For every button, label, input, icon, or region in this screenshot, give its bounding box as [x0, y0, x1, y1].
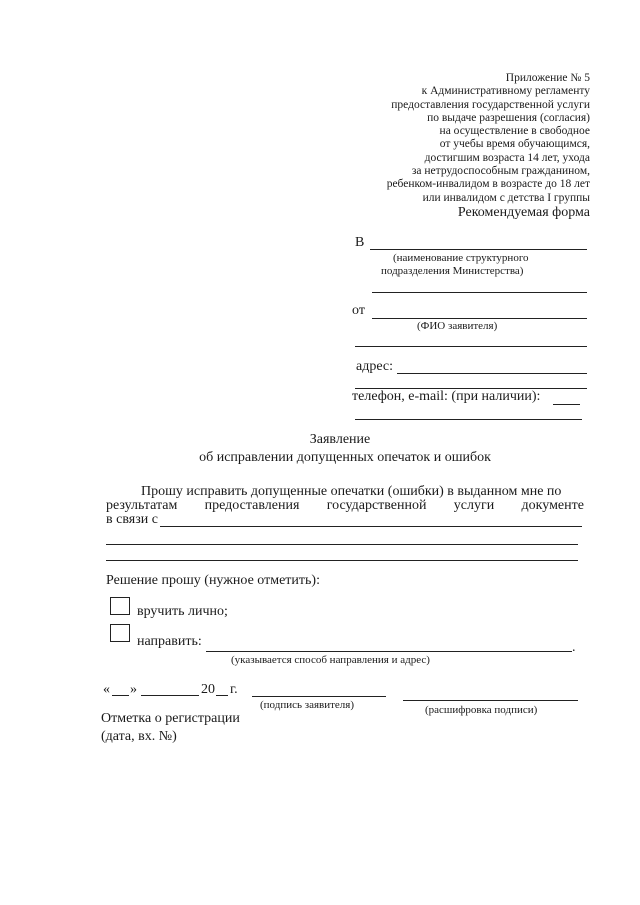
request-text-line-1: Прошу исправить допущенные опечатки (ошибки) в выданном мне по: [141, 484, 562, 499]
signature-decode-hint: (расшифровка подписи): [425, 704, 538, 716]
checkbox-send[interactable]: [110, 624, 130, 642]
phone-field-line[interactable]: [553, 404, 580, 405]
appendix-line: на осуществление в свободное: [439, 125, 590, 138]
send-line-end: .: [572, 640, 576, 655]
request-word: услуги: [453, 498, 495, 513]
appendix-line: Приложение № 5: [505, 72, 590, 84]
date-year-field[interactable]: [216, 695, 228, 696]
to-field-line-2[interactable]: [372, 292, 587, 293]
signature-hint: (подпись заявителя): [260, 699, 355, 711]
recommended-form-label: Рекомендуемая форма: [457, 205, 590, 220]
checkbox-in-person[interactable]: [110, 597, 130, 615]
date-close-quote: »: [130, 682, 137, 697]
appendix-line: или инвалидом с детства I группы: [422, 191, 590, 204]
date-open-quote: «: [103, 682, 110, 697]
request-word: результатам: [106, 498, 178, 513]
reason-field-line[interactable]: [160, 526, 582, 527]
appendix-line: предоставления государственной услуги: [391, 98, 590, 111]
address-field-line[interactable]: [397, 373, 587, 374]
request-text-line-2: [106, 498, 584, 514]
date-month-field[interactable]: [141, 695, 199, 696]
document-subtitle: об исправлении допущенных опечаток и ошибок: [199, 450, 491, 465]
from-field-line-2[interactable]: [355, 346, 587, 347]
signature-decode-field-line[interactable]: [403, 700, 578, 701]
request-word: документе: [521, 498, 584, 513]
appendix-line: ребенком-инвалидом в возрасте до 18 лет: [386, 178, 590, 191]
to-hint-1: (наименование структурного: [393, 252, 529, 264]
to-prefix: В: [355, 235, 365, 250]
date-day-field[interactable]: [112, 695, 129, 696]
signature-field-line[interactable]: [252, 696, 386, 697]
registration-date-label: (дата, вх. №): [101, 729, 177, 744]
date-year-suffix: г.: [230, 682, 238, 697]
reason-field-line-2[interactable]: [106, 544, 578, 545]
request-text-line-3: в связи с: [106, 512, 158, 527]
registration-mark-label: Отметка о регистрации: [101, 711, 240, 726]
appendix-line: по выдаче разрешения (согласия): [427, 111, 590, 124]
from-prefix: от: [352, 303, 365, 318]
address-label: адрес:: [356, 359, 394, 374]
reason-field-line-3[interactable]: [106, 560, 578, 561]
appendix-line: от учебы время обучающимся,: [439, 138, 590, 151]
appendix-line: достигшим возраста 14 лет, ухода: [424, 151, 590, 164]
phone-field-line-2[interactable]: [355, 419, 582, 420]
from-hint: (ФИО заявителя): [417, 320, 498, 332]
to-field-line[interactable]: [370, 249, 587, 250]
send-method-hint: (указывается способ направления и адрес): [231, 654, 430, 666]
option-send-label: направить:: [137, 634, 202, 649]
request-word: предоставления: [204, 498, 300, 513]
document-title: Заявление: [309, 432, 371, 447]
phone-label: телефон, e-mail: (при наличии):: [352, 389, 541, 404]
from-field-line[interactable]: [372, 318, 587, 319]
to-hint-2: подразделения Министерства): [381, 265, 524, 277]
request-word: государственной: [326, 498, 427, 513]
send-method-field-line[interactable]: [206, 651, 572, 652]
date-year-prefix: 20: [201, 682, 215, 697]
option-in-person-label: вручить лично;: [137, 604, 228, 619]
appendix-line: за нетрудоспособным гражданином,: [411, 165, 590, 178]
appendix-block: [387, 72, 590, 205]
appendix-line: к Административному регламенту: [421, 85, 590, 98]
decision-label: Решение прошу (нужное отметить):: [106, 573, 320, 588]
